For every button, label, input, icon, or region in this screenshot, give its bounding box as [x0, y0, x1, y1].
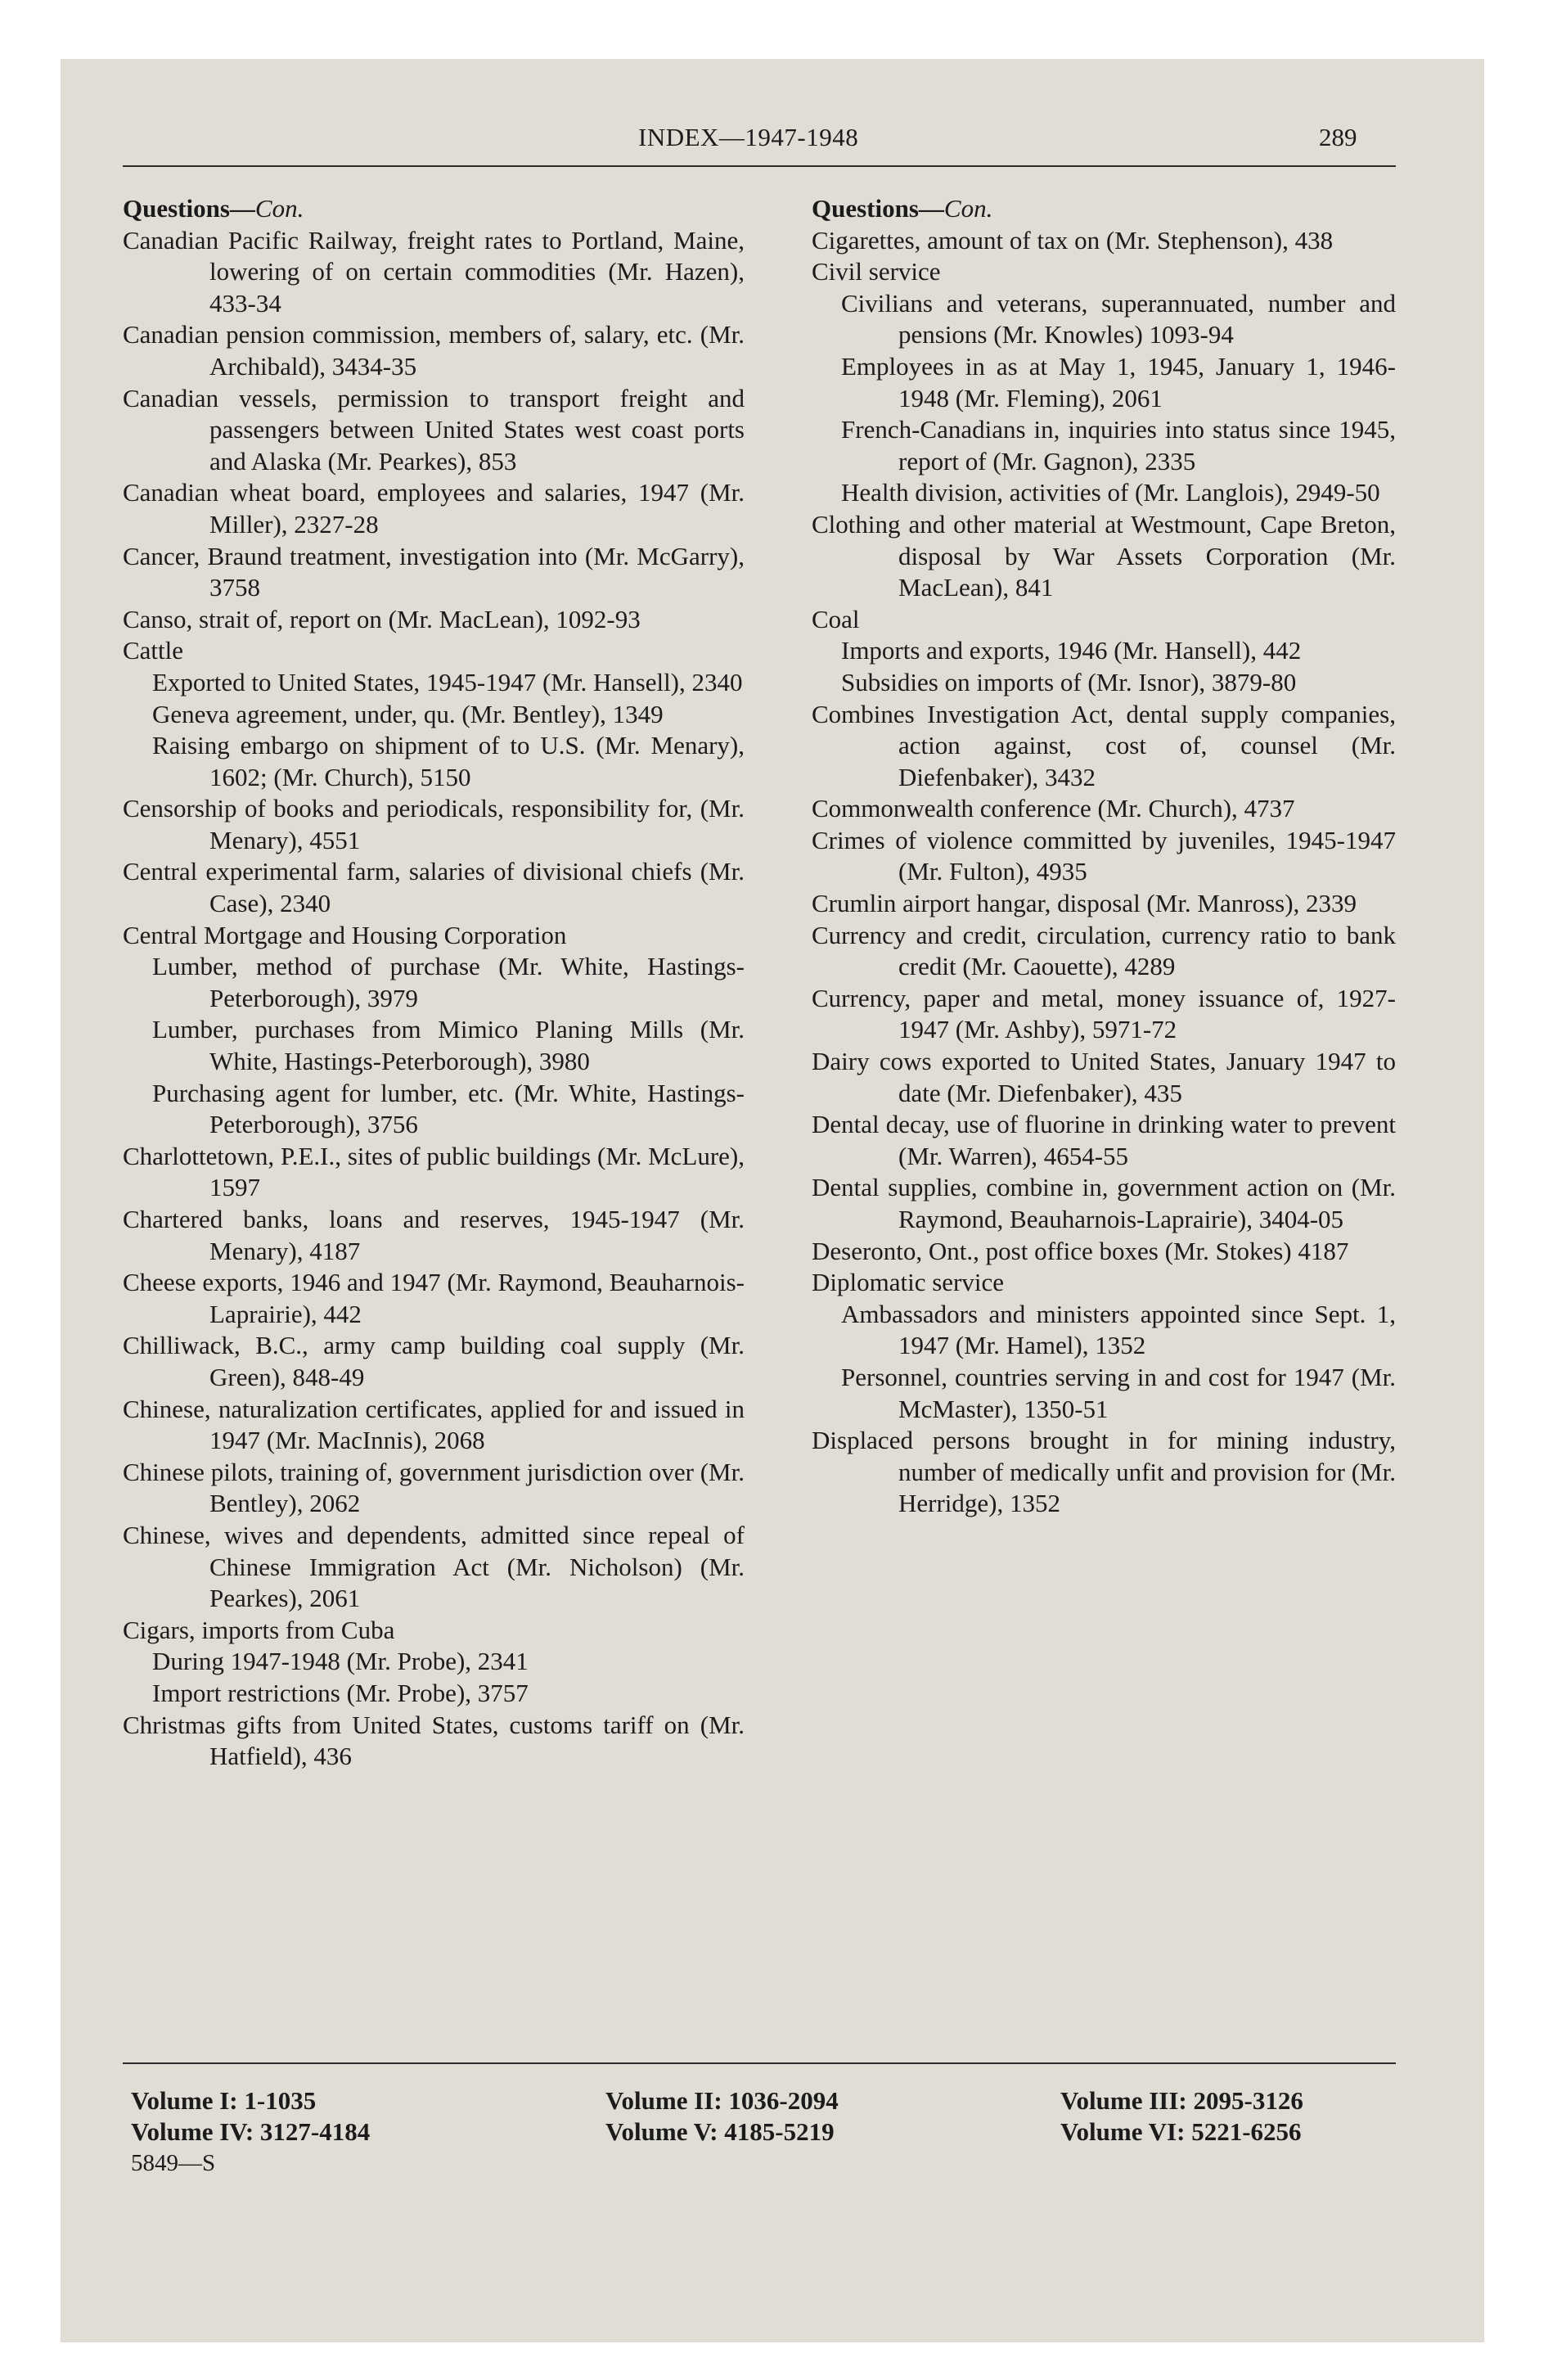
entry-text: Chinese, wives and dependents, admitted since repeal of Chinese Immigration Act (Mr. Nicholson) (Mr. Pearkes), 2061 [123, 1520, 745, 1613]
index-subentry [812, 477, 1396, 509]
index-entry [123, 1267, 745, 1330]
entry-text: Cigarettes, amount of tax on (Mr. Stephenson), 438 [812, 225, 1334, 255]
footer-rule [123, 2062, 1396, 2064]
entry-text: Lumber, purchases from Mimico Planing Mills (Mr. White, Hastings-Peterborough), 3980 [152, 1015, 745, 1076]
entry-text: Combines Investigation Act, dental supply companies, action against, cost of, counsel (Mr. Diefenbaker), 3432 [812, 699, 1396, 791]
index-entry [123, 225, 745, 320]
entry-text: Import restrictions (Mr. Probe), 3757 [152, 1678, 529, 1707]
entry-text: Chartered banks, loans and reserves, 1945-1947 (Mr. Menary), 4187 [123, 1205, 745, 1265]
entry-text: During 1947-1948 (Mr. Probe), 2341 [152, 1647, 529, 1676]
entry-text: Diplomatic service [812, 1268, 1004, 1297]
entry-text: Central Mortgage and Housing Corporation [123, 920, 567, 949]
index-entry [123, 1394, 745, 1457]
heading-prefix: Questions— [812, 194, 944, 223]
entry-text: Civilians and veterans, superannuated, number and pensions (Mr. Knowles) 1093-94 [841, 288, 1396, 349]
header-rule [123, 165, 1396, 167]
entry-text: Health division, activities of (Mr. Langlois), 2949-50 [841, 478, 1380, 507]
entry-text: Exported to United States, 1945-1947 (Mr. Hansell), 2340 [152, 667, 743, 696]
index-entry [812, 699, 1396, 794]
entry-text: Canadian pension commission, members of, salary, etc. (Mr. Archibald), 3434-35 [123, 320, 745, 381]
entry-text: Crumlin airport hangar, disposal (Mr. Manross), 2339 [812, 889, 1357, 918]
right-column [812, 193, 1396, 1520]
entry-text: Cigars, imports from Cuba [123, 1615, 395, 1644]
volume-range: Volume I: 1-1035 [131, 2086, 317, 2115]
index-entry [812, 793, 1396, 825]
index-entry [812, 983, 1396, 1046]
entry-text: Cattle [123, 636, 184, 665]
entry-text: Charlottetown, P.E.I., sites of public buildings (Mr. McLure), 1597 [123, 1141, 745, 1202]
entry-text: Subsidies on imports of (Mr. Isnor), 3879-80 [841, 667, 1297, 696]
index-entry [812, 225, 1396, 257]
entry-text: Dental decay, use of fluorine in drinking water to prevent (Mr. Warren), 4654-55 [812, 1110, 1396, 1170]
index-subentry [123, 730, 745, 793]
index-entry [812, 1267, 1396, 1299]
entry-text: Crimes of violence committed by juveniles, 1945-1947 (Mr. Fulton), 4935 [812, 825, 1396, 886]
index-entry [812, 825, 1396, 888]
index-entry [123, 1615, 745, 1647]
footer-volumes-middle [605, 2085, 839, 2148]
index-entry [812, 1109, 1396, 1172]
right-column-heading [812, 193, 1396, 225]
entry-text: Currency, paper and metal, money issuance of, 1927-1947 (Mr. Ashby), 5971-72 [812, 983, 1396, 1044]
index-entry [812, 1236, 1396, 1268]
left-column-heading [123, 193, 745, 225]
index-entry [123, 604, 745, 636]
index-entry [812, 920, 1396, 983]
index-entry [123, 856, 745, 919]
entry-text: Lumber, method of purchase (Mr. White, Hastings-Peterborough), 3979 [152, 952, 745, 1012]
entry-text: Dental supplies, combine in, government action on (Mr. Raymond, Beauharnois-Laprairie), 3404-05 [812, 1173, 1396, 1233]
entry-text: Dairy cows exported to United States, January 1947 to date (Mr. Diefenbaker), 435 [812, 1047, 1396, 1107]
entry-text: Canadian wheat board, employees and salaries, 1947 (Mr. Miller), 2327-28 [123, 478, 745, 539]
entry-text: Canadian Pacific Railway, freight rates to Portland, Maine, lowering of on certain commodities (Mr. Hazen), 433-34 [123, 225, 745, 318]
index-subentry [123, 667, 745, 699]
index-entry [123, 635, 745, 667]
index-entry [123, 1141, 745, 1204]
left-column [123, 193, 745, 1773]
entry-text: Geneva agreement, under, qu. (Mr. Bentley), 1349 [152, 699, 664, 728]
entry-text: Christmas gifts from United States, customs tariff on (Mr. Hatfield), 436 [123, 1710, 745, 1771]
right-entry-list [812, 225, 1396, 1520]
index-entry [812, 604, 1396, 636]
entry-text: French-Canadians in, inquiries into status since 1945, report of (Mr. Gagnon), 2335 [841, 415, 1396, 476]
index-subentry [812, 288, 1396, 351]
entry-text: Clothing and other material at Westmount, Cape Breton, disposal by War Assets Corporation (Mr. MacLean), 841 [812, 509, 1396, 602]
index-entry [123, 383, 745, 478]
entry-text: Purchasing agent for lumber, etc. (Mr. White, Hastings-Peterborough), 3756 [152, 1078, 745, 1139]
index-entry [812, 1425, 1396, 1520]
index-subentry [812, 414, 1396, 477]
index-subentry [812, 667, 1396, 699]
page-number: 289 [1319, 123, 1357, 151]
index-entry [123, 541, 745, 604]
index-subentry [812, 635, 1396, 667]
footer-volumes-left [131, 2085, 370, 2179]
index-entry [123, 1204, 745, 1267]
entry-text: Currency and credit, circulation, currency ratio to bank credit (Mr. Caouette), 4289 [812, 920, 1396, 981]
index-subentry [812, 1362, 1396, 1425]
index-subentry [123, 951, 745, 1014]
volume-range: Volume VI: 5221-6256 [1060, 2117, 1302, 2146]
volume-range: Volume II: 1036-2094 [605, 2086, 839, 2115]
index-entry [812, 256, 1396, 288]
volume-range: Volume IV: 3127-4184 [131, 2117, 371, 2146]
volume-range: Volume V: 4185-5219 [605, 2117, 835, 2146]
index-entry [123, 319, 745, 382]
index-entry [812, 509, 1396, 604]
left-entry-list [123, 225, 745, 1773]
heading-continued: Con. [943, 194, 993, 223]
entry-text: Chinese, naturalization certificates, applied for and issued in 1947 (Mr. MacInnis), 2068 [123, 1394, 745, 1455]
entry-text: Canso, strait of, report on (Mr. MacLean), 1092-93 [123, 604, 641, 633]
entry-text: Deseronto, Ont., post office boxes (Mr. Stokes) 4187 [812, 1236, 1349, 1265]
index-subentry [123, 699, 745, 731]
index-subentry [812, 351, 1396, 414]
index-subentry [812, 1299, 1396, 1362]
heading-continued: Con. [254, 194, 304, 223]
heading-prefix: Questions— [123, 194, 255, 223]
entry-text: Cheese exports, 1946 and 1947 (Mr. Raymond, Beauharnois-Laprairie), 442 [123, 1268, 745, 1328]
index-entry [123, 793, 745, 856]
entry-text: Commonwealth conference (Mr. Church), 4737 [812, 794, 1295, 823]
index-entry [812, 888, 1396, 920]
index-entry [123, 1520, 745, 1615]
entry-text: Imports and exports, 1946 (Mr. Hansell), 442 [841, 636, 1302, 665]
index-entry [123, 1330, 745, 1393]
entry-text: Personnel, countries serving in and cost for 1947 (Mr. McMaster), 1350-51 [841, 1362, 1396, 1423]
entry-text: Chilliwack, B.C., army camp building coal supply (Mr. Green), 848-49 [123, 1331, 745, 1391]
index-entry [123, 1710, 745, 1773]
index-entry [812, 1046, 1396, 1109]
entry-text: Censorship of books and periodicals, responsibility for, (Mr. Menary), 4551 [123, 794, 745, 854]
entry-text: Raising embargo on shipment of to U.S. (Mr. Menary), 1602; (Mr. Church), 5150 [152, 731, 745, 791]
entry-text: Central experimental farm, salaries of divisional chiefs (Mr. Case), 2340 [123, 857, 745, 918]
print-reference: 5849—S [131, 2150, 216, 2176]
entry-text: Coal [812, 604, 860, 633]
entry-text: Canadian vessels, permission to transport freight and passengers between United States west coast ports and Alaska (Mr. Pearkes), 853 [123, 383, 745, 476]
entry-text: Civil service [812, 257, 941, 286]
entry-text: Ambassadors and ministers appointed since Sept. 1, 1947 (Mr. Hamel), 1352 [841, 1299, 1396, 1360]
index-entry [812, 1172, 1396, 1235]
index-subentry [123, 1078, 745, 1141]
index-entry [123, 477, 745, 540]
footer-volumes-right [1060, 2085, 1303, 2148]
volume-range: Volume III: 2095-3126 [1060, 2086, 1303, 2115]
entry-text: Cancer, Braund treatment, investigation into (Mr. McGarry), 3758 [123, 541, 745, 602]
entry-text: Chinese pilots, training of, government jurisdiction over (Mr. Bentley), 2062 [123, 1457, 745, 1518]
index-entry [123, 920, 745, 952]
index-subentry [123, 1678, 745, 1710]
entry-text: Displaced persons brought in for mining industry, number of medically unfit and provision for (Mr. Herridge), 1352 [812, 1426, 1396, 1518]
index-entry [123, 1457, 745, 1520]
index-subentry [123, 1014, 745, 1077]
running-header-title: INDEX—1947-1948 [638, 123, 859, 151]
index-subentry [123, 1646, 745, 1678]
entry-text: Employees in as at May 1, 1945, January 1, 1946-1948 (Mr. Fleming), 2061 [841, 351, 1396, 412]
